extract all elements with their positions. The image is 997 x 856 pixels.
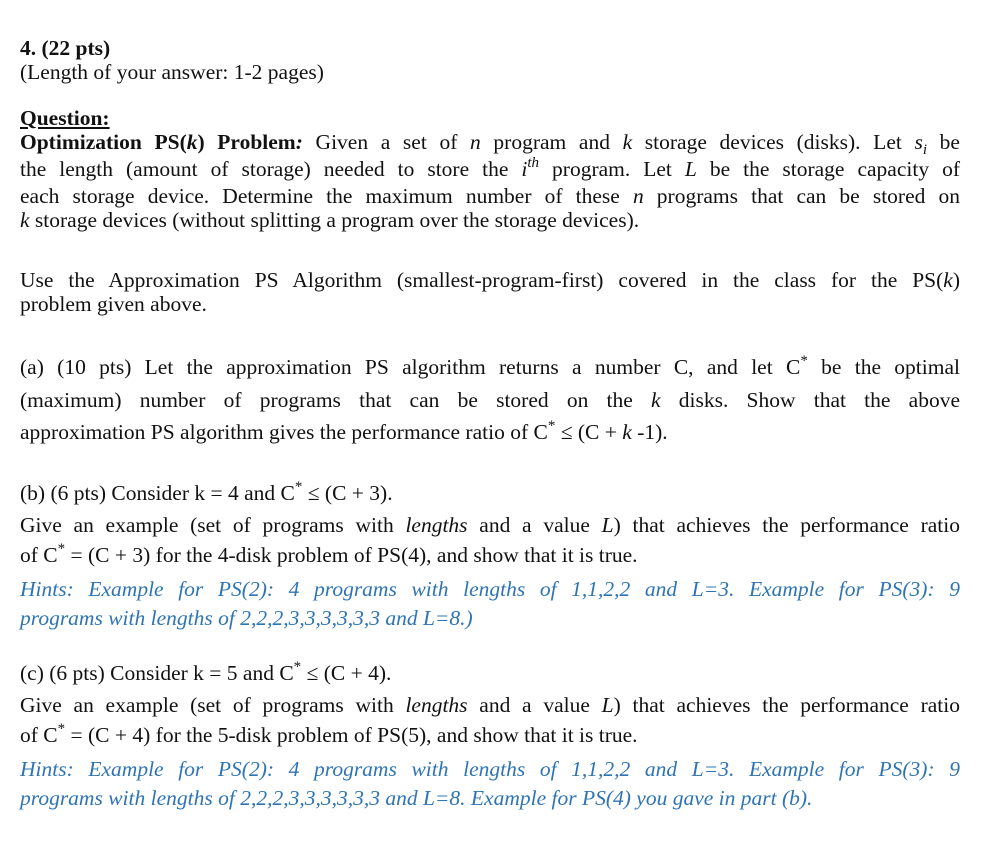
part-c-line-3: of C* = (C + 4) for the 5-disk problem of PS(5), and show that it is true.	[20, 721, 638, 747]
use-algorithm-paragraph	[20, 268, 960, 316]
use-line-2: problem given above.	[20, 292, 207, 316]
problem-line-4: k storage devices (without splitting a program over the storage devices).	[20, 208, 640, 232]
part-b-line-1: (b) (6 pts) Consider k = 4 and C* ≤ (C + 3).	[20, 479, 393, 505]
part-b-hint-1: Hints: Example for PS(2): 4 programs with lengths of 1,1,2,2 and L=3. Example for PS(3): 9	[20, 577, 960, 601]
problem-line-1: Optimization PS(k) Problem: Given a set of n program and k storage devices (disks). Let $s_i$ be	[20, 130, 960, 158]
use-line-1: Use the Approximation PS Algorithm (smallest-program-first) covered in the class for the PS(k)	[20, 268, 960, 292]
part-b	[20, 478, 960, 632]
problem-line-3: each storage device. Determine the maximum number of these n programs that can be stored on	[20, 184, 960, 208]
question-number: 4. (22 pts)	[20, 36, 111, 60]
problem-statement	[20, 130, 960, 232]
part-a-line-3: approximation PS algorithm gives the performance ratio of C* ≤ (C + k -1).	[20, 418, 668, 444]
document-page	[20, 36, 960, 812]
part-c-line-1: (c) (6 pts) Consider k = 5 and C* ≤ (C + 4).	[20, 659, 392, 685]
part-a-line-2: (maximum) number of programs that can be stored on the k disks. Show that the above	[20, 388, 960, 412]
part-c	[20, 658, 960, 812]
answer-length-note: (Length of your answer: 1-2 pages)	[20, 60, 324, 84]
part-b-line-2: Give an example (set of programs with lengths and a value L) that achieves the performance ratio	[20, 513, 960, 537]
part-b-hint-2: programs with lengths of 2,2,2,3,3,3,3,3,3 and L=8.)	[20, 606, 473, 630]
part-a-line-1: (a) (10 pts) Let the approximation PS algorithm returns a number C, and let C* be the optimal	[20, 353, 960, 379]
question-label: Question:	[20, 106, 110, 130]
part-c-line-2: Give an example (set of programs with lengths and a value L) that achieves the performance ratio	[20, 693, 960, 717]
part-c-hint-2: programs with lengths of 2,2,2,3,3,3,3,3,3 and L=8. Example for PS(4) you gave in part (b).	[20, 786, 813, 810]
problem-line-2: the length (amount of storage) needed to store the $i^{th}$ program. Let L be the storage capacity of	[20, 155, 960, 181]
part-a	[20, 352, 960, 452]
part-b-line-3: of C* = (C + 3) for the 4-disk problem of PS(4), and show that it is true.	[20, 541, 638, 567]
part-c-hint-1: Hints: Example for PS(2): 4 programs with lengths of 1,1,2,2 and L=3. Example for PS(3): 9	[20, 757, 960, 781]
